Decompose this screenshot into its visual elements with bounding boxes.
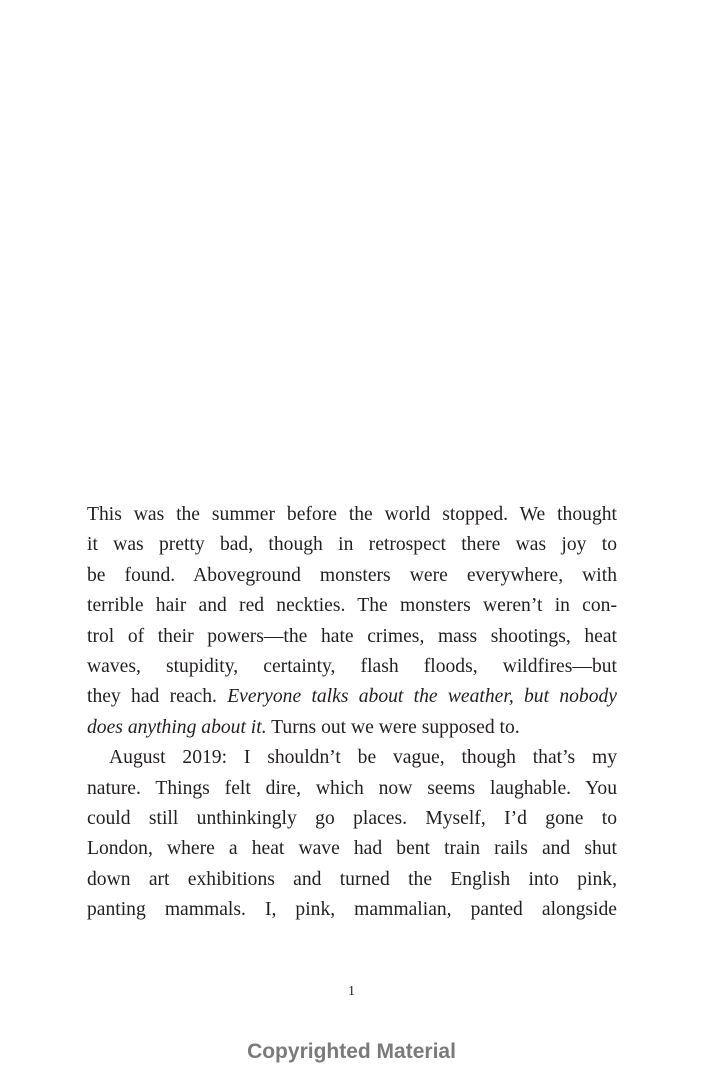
text-line: trol of their powers—the hate crimes, mass shootings, heat (87, 625, 617, 647)
text-line: nature. Things felt dire, which now seems laughable. You (87, 777, 617, 799)
text-line: panting mammals. I, pink, mammalian, panted alongside (87, 899, 617, 921)
copyright-watermark: Copyrighted Material (247, 1040, 456, 1063)
text-segment: Turns out we were supposed to. (266, 716, 520, 738)
italic-quote: does anything about it. (87, 716, 267, 738)
paragraph-1 (87, 500, 617, 743)
text-line: London, where a heat wave had bent train rails and shut (87, 838, 617, 860)
text-line: This was the summer before the world stopped. We thought (87, 504, 617, 525)
page-number: 1 (348, 984, 355, 999)
paragraph-2 (87, 743, 617, 925)
text-line: it was pretty bad, though in retrospect there was joy to (87, 534, 617, 556)
text-segment: they had reach. (87, 686, 228, 708)
text-line: waves, stupidity, certainty, flash floods, wildfires—but (87, 655, 617, 677)
text-line (87, 682, 617, 712)
text-line: down art exhibitions and turned the English into pink, (87, 868, 617, 890)
body-text (87, 500, 617, 925)
text-line: could still unthinkingly go places. Myself, I’d gone to (87, 807, 617, 829)
text-line: terrible hair and red neckties. The monsters weren’t in con- (87, 595, 617, 617)
italic-quote: Everyone talks about the weather, but nobody (227, 686, 617, 708)
text-line (87, 713, 617, 743)
text-line: August 2019: I shouldn’t be vague, though that’s my (109, 747, 617, 769)
text-line: be found. Aboveground monsters were everywhere, with (87, 564, 617, 586)
